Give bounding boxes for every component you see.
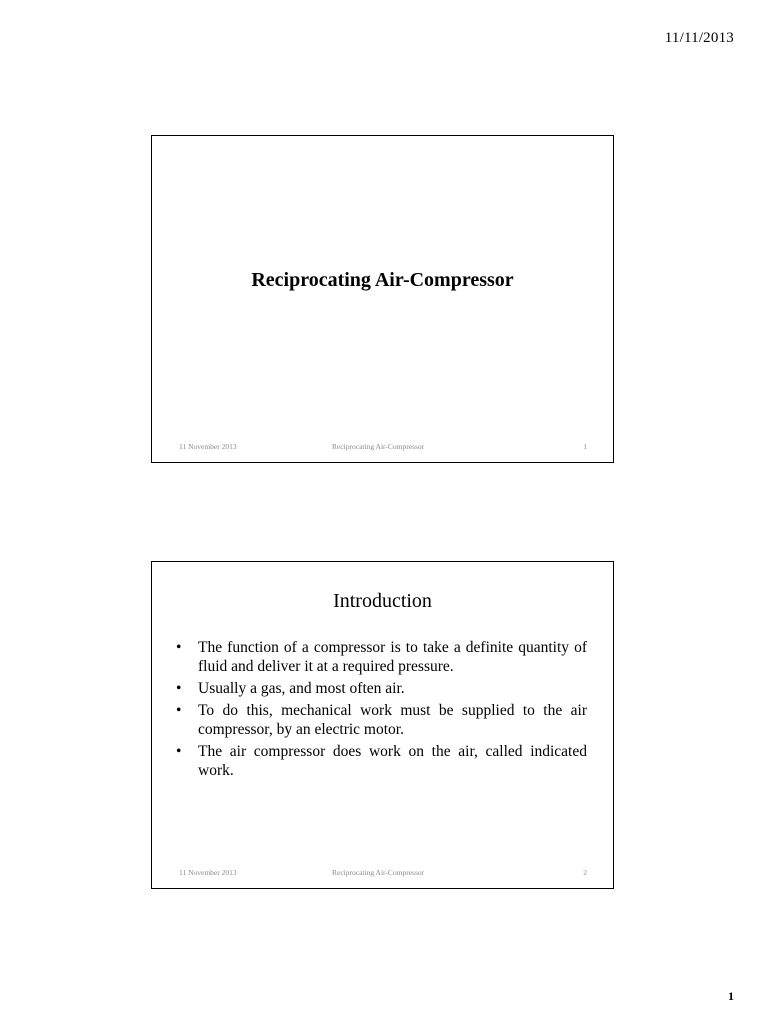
slide-heading: Introduction [333,590,432,612]
list-item [174,701,587,739]
slide-1 [151,135,614,463]
list-item [174,742,587,780]
footer-date: 11 November 2013 [179,442,237,451]
bullet-text: The function of a compressor is to take a definite quantity of fluid and deliver it at a required pressure. [198,639,587,675]
bullet-text: To do this, mechanical work must be supplied to the air compressor, by an electric motor. [198,702,587,738]
list-item [174,679,587,698]
slide-footer [179,868,587,878]
bullet-icon: • [176,639,182,656]
page-date: 11/11/2013 [664,30,734,46]
bullet-icon: • [176,702,182,719]
footer-date: 11 November 2013 [179,868,237,877]
slide-footer [179,442,587,452]
bullet-list [174,638,587,783]
slide-2 [151,561,614,889]
bullet-text: The air compressor does work on the air, called indicated work. [198,743,587,779]
footer-slide-number: 2 [583,868,587,877]
footer-title: Reciprocating Air-Compressor [332,868,425,877]
bullet-icon: • [176,743,182,760]
page-number: 1 [728,989,734,1003]
bullet-icon: • [176,680,182,697]
bullet-text: Usually a gas, and most often air. [198,680,405,697]
footer-slide-number: 1 [583,442,587,451]
list-item [174,638,587,676]
slide-title: Reciprocating Air-Compressor [251,269,514,291]
footer-title: Reciprocating Air-Compressor [332,442,425,451]
